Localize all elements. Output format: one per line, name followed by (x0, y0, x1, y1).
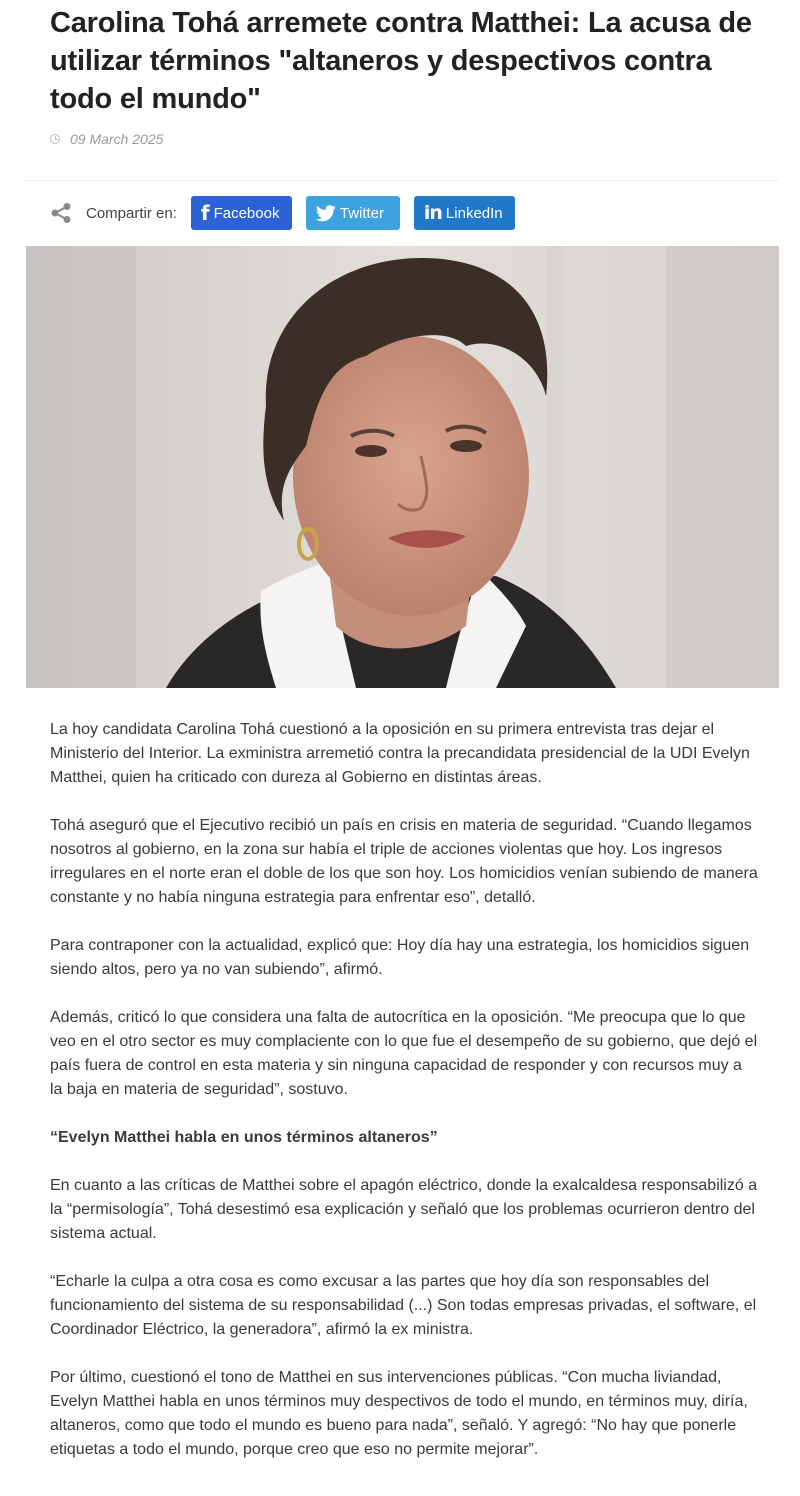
paragraph: Para contraponer con la actualidad, explicó que: Hoy día hay una estrategia, los homicidios siguen siendo altos, pero ya no van subiendo”, afirmó. (50, 937, 750, 978)
twitter-label: Twitter (339, 204, 385, 222)
paragraph: Por último, cuestionó el tono de Matthei en sus intervenciones públicas. “Con mucha liviandad, Evelyn Matthei habla en unos términos muy despectivos de todo el mundo, en términos muy, diría, altaneros, como que todo el mundo es bueno para nada”, señaló. Y agregó: “No hay que ponerle etiquetas a todo el mundo, porque creo que eso no permite mejorar”. (50, 1369, 748, 1458)
paragraph: En cuanto a las críticas de Matthei sobre el apagón eléctrico, donde la exalcaldesa responsabilizó a la “permisología”, Tohá desestimó esa explicación y señaló que los problemas ocurrieron dentro del sistema actual. (50, 1177, 758, 1242)
twitter-share-button[interactable] (306, 196, 400, 230)
paragraph: Además, criticó lo que considera una falta de autocrítica en la oposición. “Me preocupa que lo que veo en el otro sector es muy complaciente con lo que fue el desempeño de su gobierno, que dejó el país fuera de control en esta materia y sin ninguna capacidad de responder y con recursos muy a la baja en materia de seguridad”, sostuvo. (50, 1009, 758, 1098)
article-body (50, 718, 758, 1486)
linkedin-icon: in (423, 202, 442, 224)
clock-icon (50, 134, 60, 144)
twitter-icon (316, 205, 336, 222)
facebook-share-button[interactable] (191, 196, 292, 230)
divider (25, 180, 779, 181)
section-subheading: “Evelyn Matthei habla en unos términos altaneros” (50, 1129, 438, 1146)
share-bar (50, 196, 529, 230)
article-image (26, 246, 779, 688)
share-label: Compartir en: (86, 204, 177, 222)
linkedin-share-button[interactable] (414, 196, 515, 230)
facebook-label: Facebook (213, 204, 280, 222)
portrait-illustration (26, 246, 779, 688)
paragraph: “Echarle la culpa a otra cosa es como excusar a las partes que hoy día son responsables del funcionamiento del sistema de su responsabilidad (...) Son todas empresas privadas, el software, el Coordinador Eléctrico, la generadora”, afirmó la ex ministra. (50, 1273, 757, 1338)
paragraph: La hoy candidata Carolina Tohá cuestionó a la oposición en su primera entrevista tras dejar el Ministerio del Interior. La exministra arremetió contra la precandidata presidencial de la UDI Evelyn Matthei, quien ha criticado con dureza al Gobierno en distintas áreas. (50, 721, 750, 786)
paragraph: Tohá aseguró que el Ejecutivo recibió un país en crisis en materia de seguridad. “Cuando llegamos nosotros al gobierno, en la zona sur había el triple de acciones violentas que hoy. Los ingresos irregulares en el norte eran el doble de los que son hoy. Los homicidios venían subiendo de manera constante y no había ninguna estrategia para enfrentar eso”, detalló. (50, 817, 758, 906)
share-icon (50, 202, 72, 224)
article-date: 09 March 2025 (70, 131, 164, 147)
facebook-icon: f (200, 201, 210, 225)
article-meta (50, 128, 163, 150)
article-title: Carolina Tohá arremete contra Matthei: La acusa de utilizar términos "altaneros y despectivos contra todo el mundo" (50, 7, 752, 115)
linkedin-label: LinkedIn (445, 204, 503, 222)
